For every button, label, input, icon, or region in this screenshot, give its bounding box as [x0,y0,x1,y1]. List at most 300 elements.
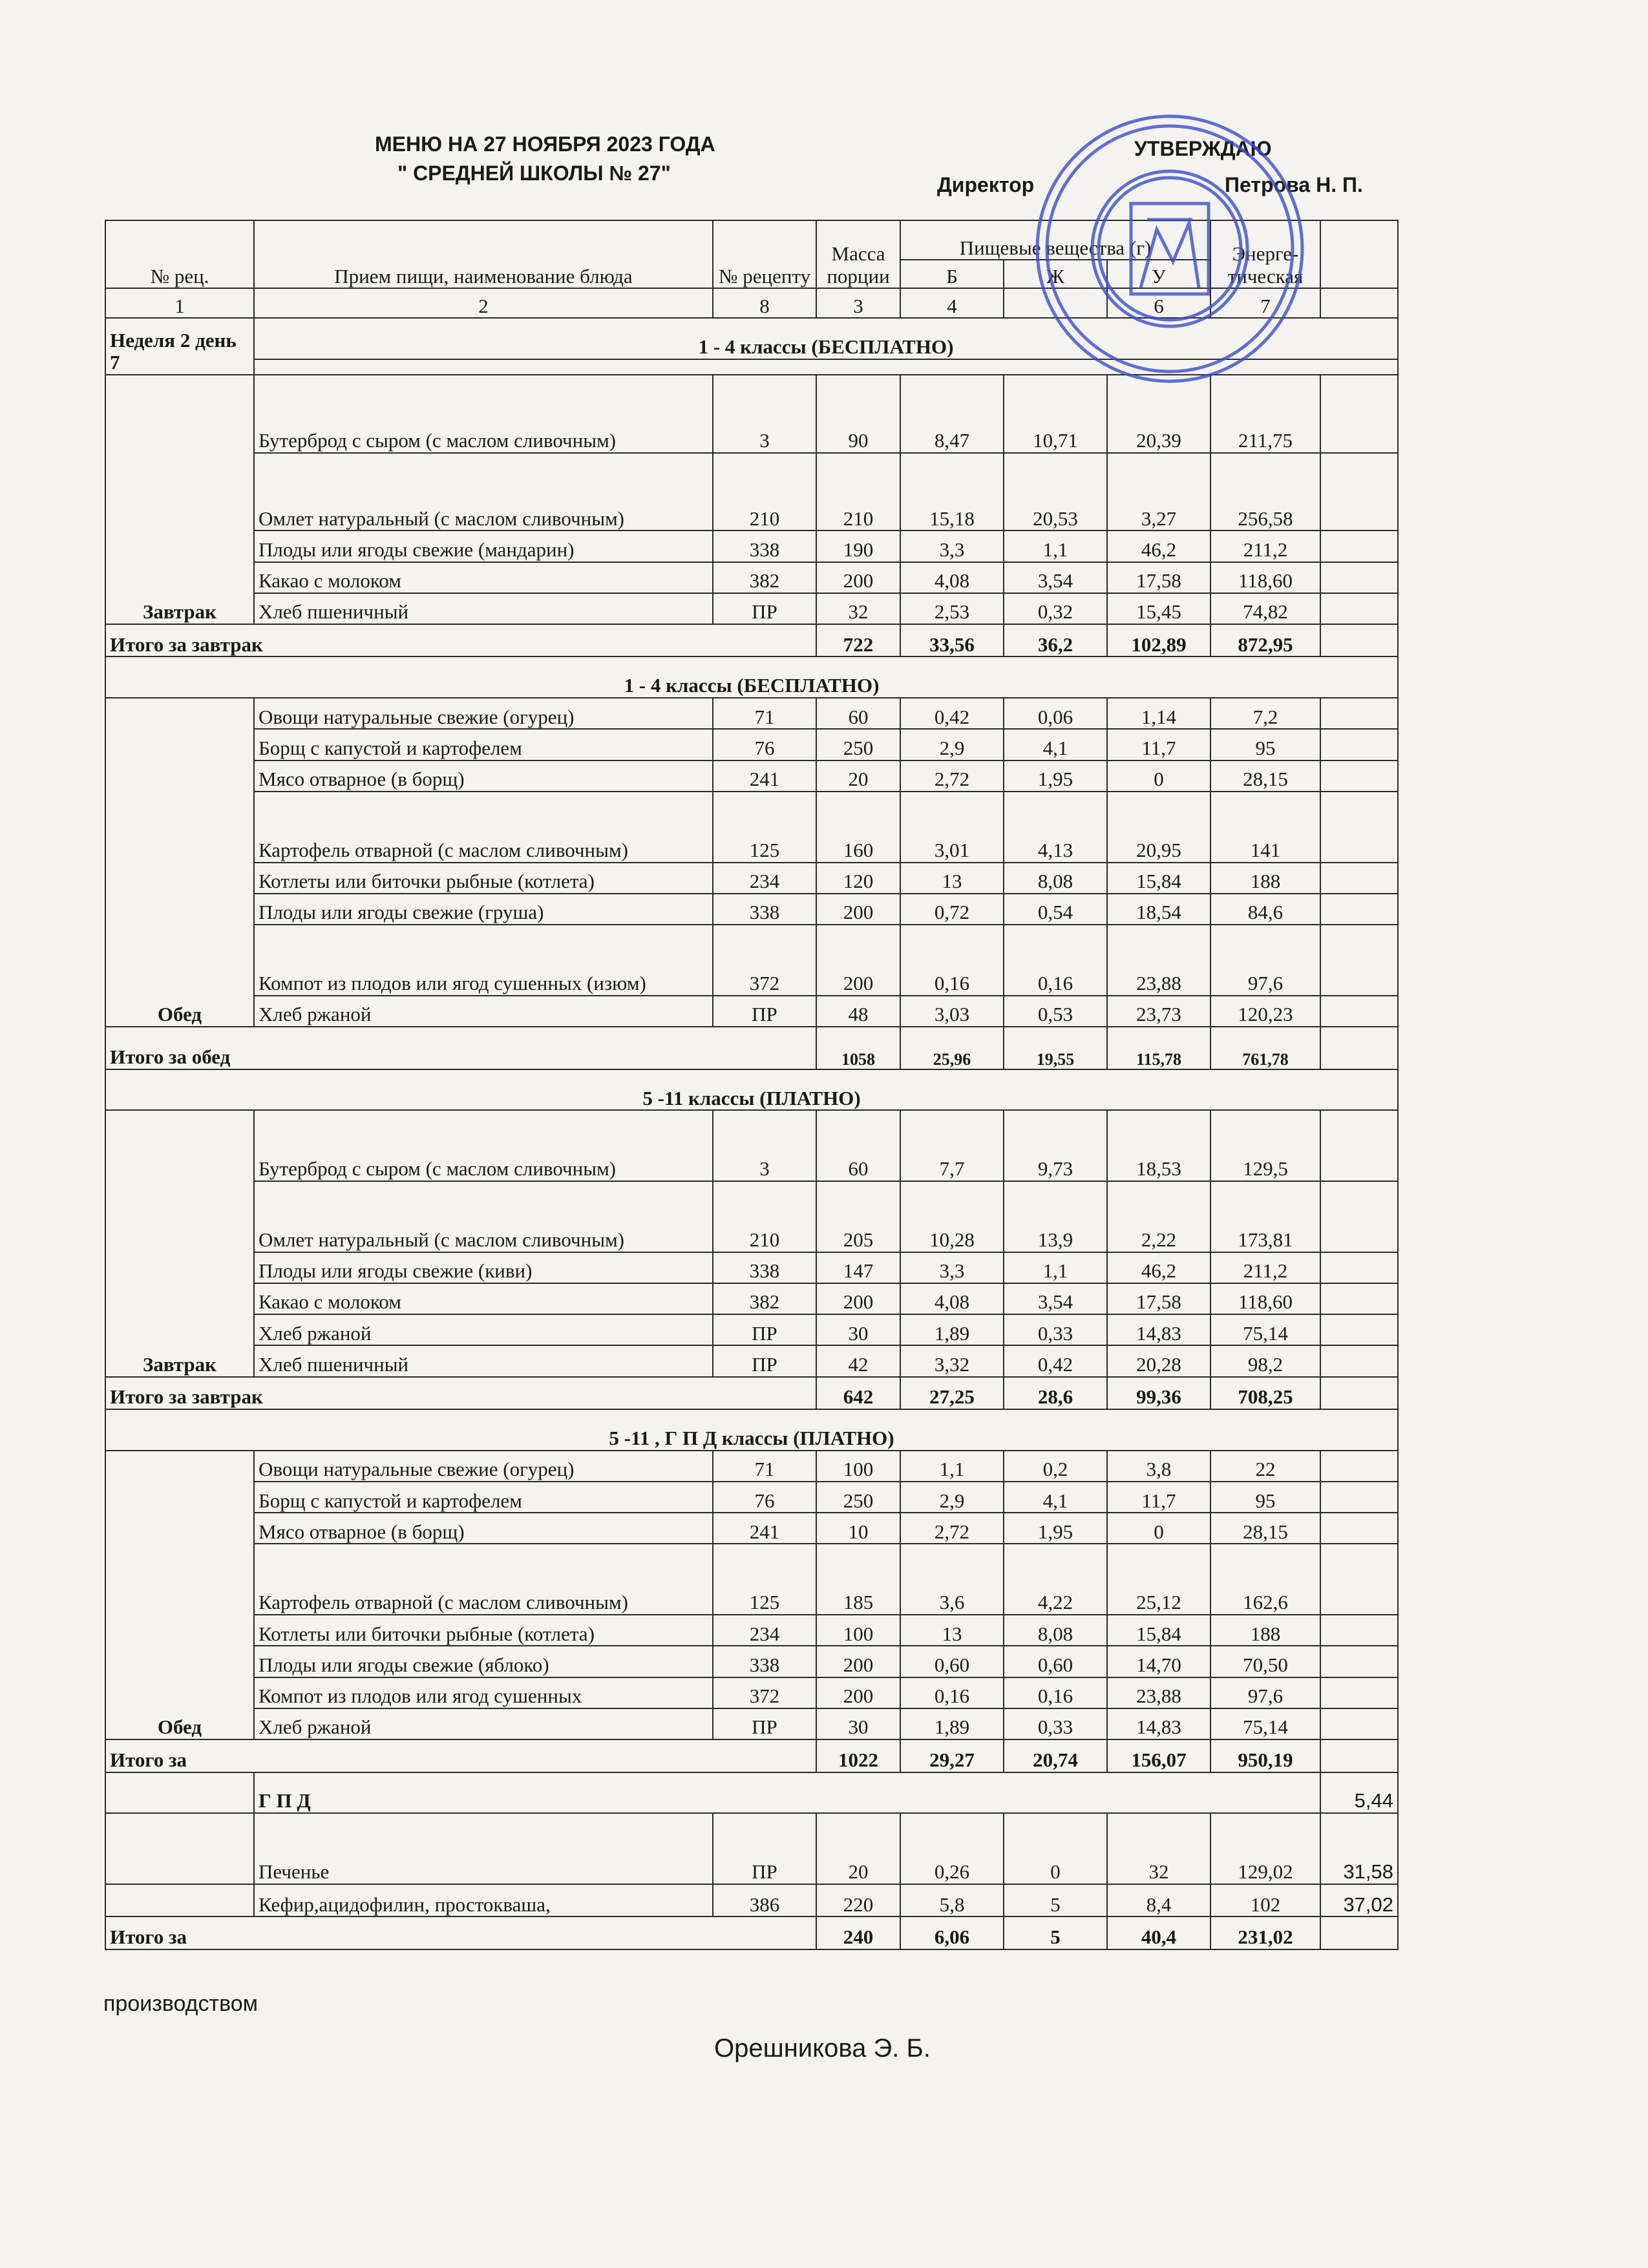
extra-cell [1320,624,1398,656]
protein-value: 2,72 [900,761,1004,792]
extra-cell [1320,1451,1398,1482]
extra-cell [1320,729,1398,760]
dish-name: Хлеб пшеничный [254,593,713,624]
carb-value: 15,84 [1107,1615,1210,1646]
menu-item-row [105,1677,1398,1708]
portion-mass: 200 [816,562,900,593]
total-e: 950,19 [1210,1739,1320,1772]
dish-name: Хлеб ржаной [254,996,713,1027]
dish-name: Плоды или ягоды свежие (яблоко) [254,1646,713,1677]
total-b: 33,56 [900,624,1004,656]
dish-name: Котлеты или биточки рыбные (котлета) [254,1615,713,1646]
fat-value: 0,33 [1004,1708,1107,1739]
fat-value: 4,1 [1004,1482,1107,1513]
section-row [105,1409,1398,1451]
extra-cell [1320,761,1398,792]
week-label: Неделя 2 день 7 [105,318,254,375]
fat-value: 4,22 [1004,1544,1107,1615]
protein-value: 2,9 [900,1482,1004,1513]
energy-value: 7,2 [1210,698,1320,729]
menu-item-row [105,792,1398,863]
total-zh: 36,2 [1004,624,1107,656]
empty-cell [105,1884,254,1916]
energy-value: 98,2 [1210,1345,1320,1376]
total-zh: 19,55 [1004,1027,1107,1069]
portion-mass: 20 [816,761,900,792]
extra-cell [1320,996,1398,1027]
footer-production: производством [103,1991,259,2016]
col-index: 1 [105,288,254,318]
dish-name: Плоды или ягоды свежие (мандарин) [254,530,713,562]
energy-value: 28,15 [1210,761,1320,792]
col-fat: Ж [1004,260,1107,288]
dish-name: Омлет натуральный (с маслом сливочным) [254,453,713,531]
menu-item-row [105,1252,1398,1283]
extra-cell [1320,1544,1398,1615]
portion-mass: 200 [816,1677,900,1708]
menu-item-row [105,1615,1398,1646]
recipe-number: ПР [713,1813,816,1884]
dish-name: Плоды или ягоды свежие (киви) [254,1252,713,1283]
energy-value: 188 [1210,863,1320,894]
extra-cell [1320,562,1398,593]
total-u: 99,36 [1107,1377,1210,1409]
carb-value: 20,28 [1107,1345,1210,1376]
extra-value: 37,02 [1320,1884,1398,1916]
total-u: 102,89 [1107,624,1210,656]
portion-mass: 30 [816,1314,900,1345]
empty-cell [105,1772,254,1814]
dish-name: Плоды или ягоды свежие (груша) [254,894,713,925]
menu-item-row [105,761,1398,792]
total-row [105,1377,1398,1409]
menu-item-row [105,1345,1398,1376]
total-row [105,1916,1398,1949]
portion-mass: 100 [816,1615,900,1646]
carb-value: 8,4 [1107,1884,1210,1916]
carb-value: 20,39 [1107,375,1210,453]
carb-value: 3,8 [1107,1451,1210,1482]
protein-value: 1,1 [900,1451,1004,1482]
total-zh: 5 [1004,1916,1107,1949]
protein-value: 2,72 [900,1513,1004,1544]
extra-cell [1320,375,1398,453]
protein-value: 0,60 [900,1646,1004,1677]
portion-mass: 250 [816,1482,900,1513]
menu-item-row [105,562,1398,593]
total-e: 231,02 [1210,1916,1320,1949]
recipe-number: 234 [713,1615,816,1646]
section-title: 1 - 4 классы (БЕСПЛАТНО) [105,656,1398,698]
extra-cell [1320,1283,1398,1314]
section-title: 5 -11 классы (ПЛАТНО) [105,1069,1398,1111]
menu-item-row [105,453,1398,531]
energy-value: 141 [1210,792,1320,863]
protein-value: 7,7 [900,1110,1004,1181]
carb-value: 11,7 [1107,1482,1210,1513]
recipe-number: 338 [713,1252,816,1283]
carb-value: 46,2 [1107,1252,1210,1283]
fat-value: 1,95 [1004,761,1107,792]
portion-mass: 90 [816,375,900,453]
carb-value: 2,22 [1107,1181,1210,1252]
menu-item-row [105,1181,1398,1252]
protein-value: 4,08 [900,1283,1004,1314]
carb-value: 3,27 [1107,453,1210,531]
total-b: 25,96 [900,1027,1004,1069]
protein-value: 1,89 [900,1708,1004,1739]
protein-value: 0,42 [900,698,1004,729]
recipe-number: 386 [713,1884,816,1916]
total-mass: 642 [816,1377,900,1409]
director-name: Петрова Н. П. [1225,173,1363,196]
total-row [105,624,1398,656]
protein-value: 15,18 [900,453,1004,531]
recipe-number: 71 [713,1451,816,1482]
menu-item-row [105,593,1398,624]
fat-value: 0 [1004,1813,1107,1884]
menu-item-row [105,894,1398,925]
dish-name: Мясо отварное (в борщ) [254,761,713,792]
recipe-number: 210 [713,453,816,531]
protein-value: 2,53 [900,593,1004,624]
section-title: 1 - 4 классы (БЕСПЛАТНО) [254,318,1398,359]
col-index: 8 [713,288,816,318]
energy-value: 84,6 [1210,894,1320,925]
energy-value: 75,14 [1210,1314,1320,1345]
menu-item-row [105,530,1398,562]
extra-value: 5,44 [1320,1772,1398,1814]
menu-item-row [105,698,1398,729]
protein-value: 10,28 [900,1181,1004,1252]
dish-name: Борщ с капустой и картофелем [254,729,713,760]
protein-value: 13 [900,1615,1004,1646]
dish-name: Бутерброд с сыром (с маслом сливочным) [254,375,713,453]
total-u: 40,4 [1107,1916,1210,1949]
recipe-number: 372 [713,925,816,996]
portion-mass: 32 [816,593,900,624]
meal-label: Завтрак [105,1110,254,1376]
fat-value: 0,53 [1004,996,1107,1027]
fat-value: 1,1 [1004,530,1107,562]
fat-value: 8,08 [1004,1615,1107,1646]
director-label: Директор [937,173,1035,196]
section-row [105,1069,1398,1111]
protein-value: 3,6 [900,1544,1004,1615]
dish-name: Овощи натуральные свежие (огурец) [254,698,713,729]
extra-cell [1320,1708,1398,1739]
total-row [105,1027,1398,1069]
energy-value: 97,6 [1210,925,1320,996]
portion-mass: 48 [816,996,900,1027]
portion-mass: 220 [816,1884,900,1916]
energy-value: 211,2 [1210,530,1320,562]
carb-value: 25,12 [1107,1544,1210,1615]
energy-value: 22 [1210,1451,1320,1482]
portion-mass: 190 [816,530,900,562]
menu-item-row [105,1482,1398,1513]
protein-value: 3,3 [900,530,1004,562]
portion-mass: 200 [816,1283,900,1314]
recipe-number: 382 [713,1283,816,1314]
menu-item-row [105,1283,1398,1314]
extra-cell [1320,925,1398,996]
carb-value: 14,70 [1107,1646,1210,1677]
carb-value: 15,84 [1107,863,1210,894]
col-index: 3 [816,288,900,318]
official-seal [1028,107,1312,391]
carb-value: 15,45 [1107,593,1210,624]
total-label: Итого за завтрак [105,624,816,656]
portion-mass: 160 [816,792,900,863]
recipe-number: 382 [713,562,816,593]
extra-cell [1320,593,1398,624]
recipe-number: 338 [713,530,816,562]
dish-name: Картофель отварной (с маслом сливочным) [254,1544,713,1615]
total-b: 27,25 [900,1377,1004,1409]
energy-value: 173,81 [1210,1181,1320,1252]
extra-cell [1320,1314,1398,1345]
energy-value: 75,14 [1210,1708,1320,1739]
menu-title: МЕНЮ НА 27 НОЯБРЯ 2023 ГОДА [375,132,715,156]
portion-mass: 60 [816,698,900,729]
menu-item-row [105,1110,1398,1181]
extra-cell [1320,1110,1398,1181]
dish-name: Овощи натуральные свежие (огурец) [254,1451,713,1482]
dish-name: Хлеб пшеничный [254,1345,713,1376]
portion-mass: 147 [816,1252,900,1283]
fat-value: 0,16 [1004,925,1107,996]
col-nutrients: Пищевые вещества (г) [900,220,1210,260]
carb-value: 17,58 [1107,562,1210,593]
recipe-number: ПР [713,1314,816,1345]
carb-value: 23,73 [1107,996,1210,1027]
dish-name: Омлет натуральный (с маслом сливочным) [254,1181,713,1252]
energy-value: 211,2 [1210,1252,1320,1283]
total-mass: 1022 [816,1739,900,1772]
recipe-number: 125 [713,792,816,863]
section-title: Г П Д [254,1772,1320,1814]
extra-cell [1320,1027,1398,1069]
col-meal-name: Прием пищи, наименование блюда [254,220,713,288]
energy-value: 118,60 [1210,562,1320,593]
total-row [105,1739,1398,1772]
fat-value: 3,54 [1004,1283,1107,1314]
energy-value: 97,6 [1210,1677,1320,1708]
protein-value: 3,01 [900,792,1004,863]
total-zh: 28,6 [1004,1377,1107,1409]
menu-item-row [105,1708,1398,1739]
recipe-number: 71 [713,698,816,729]
recipe-number: 76 [713,1482,816,1513]
protein-value: 8,47 [900,375,1004,453]
protein-value: 3,3 [900,1252,1004,1283]
recipe-number: ПР [713,593,816,624]
menu-item-row [105,1646,1398,1677]
recipe-number: 3 [713,375,816,453]
protein-value: 3,03 [900,996,1004,1027]
recipe-number: 372 [713,1677,816,1708]
carb-value: 20,95 [1107,792,1210,863]
recipe-number: ПР [713,1708,816,1739]
fat-value: 13,9 [1004,1181,1107,1252]
col-index: 4 [900,288,1004,318]
menu-item-row [105,863,1398,894]
empty-cell [105,1813,254,1884]
meal-label: Обед [105,698,254,1027]
meal-label: Завтрак [105,375,254,624]
energy-value: 129,02 [1210,1813,1320,1884]
extra-cell [1320,698,1398,729]
dish-name: Компот из плодов или ягод сушенных [254,1677,713,1708]
dish-name: Котлеты или биточки рыбные (котлета) [254,863,713,894]
total-mass: 1058 [816,1027,900,1069]
fat-value: 9,73 [1004,1110,1107,1181]
total-mass: 240 [816,1916,900,1949]
recipe-number: 338 [713,1646,816,1677]
menu-item-row [105,925,1398,996]
carb-value: 0 [1107,1513,1210,1544]
protein-value: 1,89 [900,1314,1004,1345]
meal-label: Обед [105,1451,254,1739]
total-e: 761,78 [1210,1027,1320,1069]
school-name: " СРЕДНЕЙ ШКОЛЫ № 27" [397,162,671,185]
energy-value: 95 [1210,729,1320,760]
portion-mass: 205 [816,1181,900,1252]
fat-value: 20,53 [1004,453,1107,531]
carb-value: 46,2 [1107,530,1210,562]
fat-value: 0,54 [1004,894,1107,925]
extra-cell [1320,1739,1398,1772]
dish-name: Борщ с капустой и картофелем [254,1482,713,1513]
section-title: 5 -11 , Г П Д классы (ПЛАТНО) [105,1409,1398,1451]
section-row [105,1772,1398,1814]
menu-item-row [105,996,1398,1027]
fat-value: 0,06 [1004,698,1107,729]
energy-value: 70,50 [1210,1646,1320,1677]
fat-value: 3,54 [1004,562,1107,593]
col-index: 6 [1107,288,1210,318]
protein-value: 4,08 [900,562,1004,593]
total-label: Итого за [105,1739,816,1772]
col-index: 7 [1210,288,1320,318]
energy-value: 120,23 [1210,996,1320,1027]
extra-cell [1320,792,1398,863]
energy-value: 256,58 [1210,453,1320,531]
dish-name: Печенье [254,1813,713,1884]
carb-value: 23,88 [1107,925,1210,996]
total-e: 708,25 [1210,1377,1320,1409]
protein-value: 0,72 [900,894,1004,925]
protein-value: 2,9 [900,729,1004,760]
total-zh: 20,74 [1004,1739,1107,1772]
recipe-number: 338 [713,894,816,925]
fat-value: 4,1 [1004,729,1107,760]
col-recipe-no: № рецепту [713,220,816,288]
col-index: 2 [254,288,713,318]
protein-value: 3,32 [900,1345,1004,1376]
fat-value: 0,42 [1004,1345,1107,1376]
col-energy: Энерге-тическая [1210,220,1320,288]
col-rec-no: № рец. [105,220,254,288]
total-label: Итого за обед [105,1027,816,1069]
energy-value: 188 [1210,1615,1320,1646]
dish-name: Компот из плодов или ягод сушенных (изюм) [254,925,713,996]
portion-mass: 20 [816,1813,900,1884]
carb-value: 1,14 [1107,698,1210,729]
dish-name: Какао с молоком [254,1283,713,1314]
protein-value: 0,16 [900,925,1004,996]
extra-cell [1320,288,1398,318]
extra-cell [1320,863,1398,894]
dish-name: Хлеб ржаной [254,1708,713,1739]
portion-mass: 120 [816,863,900,894]
recipe-number: 125 [713,1544,816,1615]
recipe-number: 241 [713,1513,816,1544]
extra-cell [1320,1252,1398,1283]
total-b: 29,27 [900,1739,1004,1772]
extra-cell [1320,1345,1398,1376]
extra-cell [1320,1181,1398,1252]
carb-value: 23,88 [1107,1677,1210,1708]
fat-value: 0,33 [1004,1314,1107,1345]
menu-table [105,220,1399,1950]
fat-value: 0,16 [1004,1677,1107,1708]
fat-value: 1,1 [1004,1252,1107,1283]
portion-mass: 60 [816,1110,900,1181]
extra-cell [1320,530,1398,562]
portion-mass: 10 [816,1513,900,1544]
portion-mass: 30 [816,1708,900,1739]
carb-value: 14,83 [1107,1708,1210,1739]
energy-value: 211,75 [1210,375,1320,453]
recipe-number: 234 [713,863,816,894]
extra-cell [1320,220,1398,288]
recipe-number: 76 [713,729,816,760]
extra-cell [1320,1513,1398,1544]
carb-value: 18,54 [1107,894,1210,925]
protein-value: 0,16 [900,1677,1004,1708]
approve-label: УТВЕРЖДАЮ [1134,137,1272,160]
extra-cell [1320,1677,1398,1708]
total-label: Итого за завтрак [105,1377,816,1409]
dish-name: Какао с молоком [254,562,713,593]
fat-value: 8,08 [1004,863,1107,894]
total-label: Итого за [105,1916,816,1949]
footer-signature-name: Орешникова Э. Б. [714,2034,931,2063]
fat-value: 4,13 [1004,792,1107,863]
energy-value: 28,15 [1210,1513,1320,1544]
total-mass: 722 [816,624,900,656]
col-protein: Б [900,260,1004,288]
col-carbs: У [1107,260,1210,288]
extra-cell [1320,453,1398,531]
fat-value: 1,95 [1004,1513,1107,1544]
dish-name: Хлеб ржаной [254,1314,713,1345]
dish-name: Кефир,ацидофилин, простокваша, [254,1884,713,1916]
menu-item-row [105,1813,1398,1884]
recipe-number: 3 [713,1110,816,1181]
protein-value: 13 [900,863,1004,894]
carb-value: 18,53 [1107,1110,1210,1181]
fat-value: 0,32 [1004,593,1107,624]
protein-value: 5,8 [900,1884,1004,1916]
dish-name: Картофель отварной (с маслом сливочным) [254,792,713,863]
dish-name: Бутерброд с сыром (с маслом сливочным) [254,1110,713,1181]
portion-mass: 185 [816,1544,900,1615]
menu-item-row [105,1513,1398,1544]
carb-value: 0 [1107,761,1210,792]
